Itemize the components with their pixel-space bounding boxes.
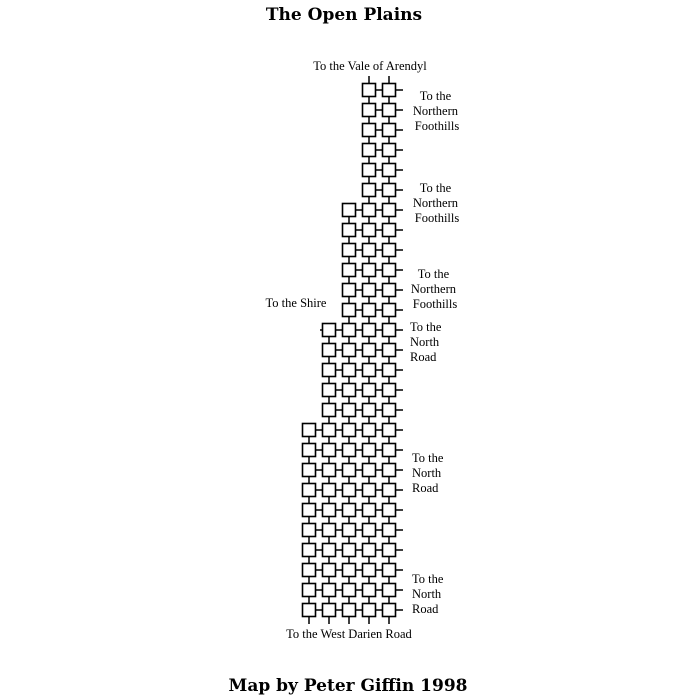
- room: [343, 604, 356, 617]
- room: [383, 584, 396, 597]
- map-title: The Open Plains: [265, 5, 423, 25]
- label-east-exit-4: To the North Road: [410, 320, 442, 364]
- room: [323, 584, 336, 597]
- room: [383, 484, 396, 497]
- room: [303, 604, 316, 617]
- room: [383, 164, 396, 177]
- room: [383, 544, 396, 557]
- room: [363, 504, 376, 517]
- room: [323, 504, 336, 517]
- room: [343, 544, 356, 557]
- room: [383, 424, 396, 437]
- room: [383, 304, 396, 317]
- label-vale-of-arendyl: To the Vale of Arendyl: [313, 59, 427, 73]
- room: [323, 384, 336, 397]
- room: [383, 104, 396, 117]
- room: [323, 404, 336, 417]
- room: [343, 324, 356, 337]
- room: [363, 384, 376, 397]
- room: [383, 404, 396, 417]
- room: [383, 504, 396, 517]
- east-exit-labels: [410, 89, 461, 616]
- room: [343, 404, 356, 417]
- room: [363, 104, 376, 117]
- room: [363, 84, 376, 97]
- room: [383, 524, 396, 537]
- room: [383, 244, 396, 257]
- room: [363, 284, 376, 297]
- room: [383, 224, 396, 237]
- room: [363, 204, 376, 217]
- room: [343, 244, 356, 257]
- room: [363, 564, 376, 577]
- room: [303, 444, 316, 457]
- room: [323, 364, 336, 377]
- room: [303, 424, 316, 437]
- label-east-exit-5: To the North Road: [412, 451, 444, 495]
- room: [323, 484, 336, 497]
- room: [363, 404, 376, 417]
- room: [383, 264, 396, 277]
- room: [303, 584, 316, 597]
- room: [323, 464, 336, 477]
- room: [343, 464, 356, 477]
- room: [343, 564, 356, 577]
- room: [343, 444, 356, 457]
- room: [383, 284, 396, 297]
- room: [363, 164, 376, 177]
- room: [383, 564, 396, 577]
- room: [383, 344, 396, 357]
- room: [383, 204, 396, 217]
- room: [343, 264, 356, 277]
- room: [323, 344, 336, 357]
- room: [383, 444, 396, 457]
- room: [363, 364, 376, 377]
- room: [363, 244, 376, 257]
- map-credit: Map by Peter Giffin 1998: [228, 676, 468, 696]
- room: [383, 464, 396, 477]
- room: [323, 564, 336, 577]
- room: [323, 524, 336, 537]
- room: [363, 224, 376, 237]
- room: [383, 124, 396, 137]
- room: [383, 384, 396, 397]
- room: [343, 484, 356, 497]
- room: [303, 524, 316, 537]
- room: [343, 384, 356, 397]
- room: [303, 484, 316, 497]
- label-east-exit-2: To the Northern Foothills: [412, 181, 460, 225]
- room: [323, 324, 336, 337]
- room: [323, 444, 336, 457]
- room: [343, 364, 356, 377]
- room: [383, 184, 396, 197]
- room: [343, 204, 356, 217]
- room: [363, 484, 376, 497]
- room: [303, 564, 316, 577]
- label-east-exit-3: To the Northern Foothills: [410, 267, 458, 311]
- room: [383, 364, 396, 377]
- room: [363, 304, 376, 317]
- room: [363, 424, 376, 437]
- room: [363, 464, 376, 477]
- label-shire: To the Shire: [265, 296, 327, 310]
- room: [363, 324, 376, 337]
- room: [363, 604, 376, 617]
- room: [343, 304, 356, 317]
- room: [363, 444, 376, 457]
- room: [363, 544, 376, 557]
- room: [343, 504, 356, 517]
- room: [363, 184, 376, 197]
- room: [343, 584, 356, 597]
- room: [363, 524, 376, 537]
- room: [383, 84, 396, 97]
- room: [363, 124, 376, 137]
- room: [363, 144, 376, 157]
- room: [363, 584, 376, 597]
- label-west-darien-road: To the West Darien Road: [286, 627, 412, 641]
- room: [383, 604, 396, 617]
- room: [343, 284, 356, 297]
- room: [343, 224, 356, 237]
- room: [343, 424, 356, 437]
- label-east-exit-1: To the Northern Foothills: [412, 89, 460, 133]
- room: [343, 344, 356, 357]
- room: [303, 464, 316, 477]
- room: [323, 424, 336, 437]
- room: [363, 264, 376, 277]
- room: [383, 144, 396, 157]
- room: [303, 504, 316, 517]
- label-east-exit-6: To the North Road: [412, 572, 444, 616]
- room: [323, 544, 336, 557]
- room: [363, 344, 376, 357]
- room: [303, 544, 316, 557]
- room: [343, 524, 356, 537]
- room: [383, 324, 396, 337]
- room: [323, 604, 336, 617]
